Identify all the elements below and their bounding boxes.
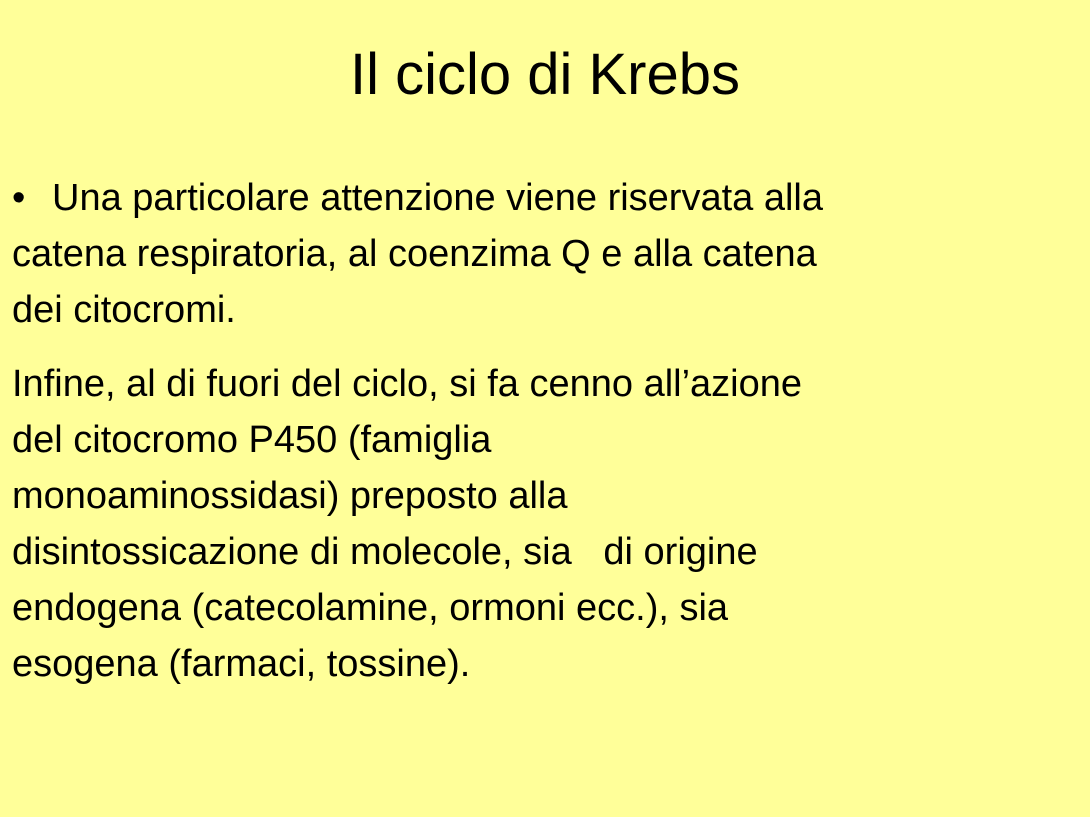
plain-paragraph-line-5: endogena (catecolamine, ormoni ecc.), sia <box>12 587 729 629</box>
plain-paragraph <box>12 356 802 692</box>
bullet-paragraph-line-3: dei citocromi. <box>12 289 236 331</box>
bullet-paragraph-line-1 <box>12 170 823 226</box>
plain-paragraph-line-2: del citocromo P450 (famiglia <box>12 419 492 461</box>
plain-paragraph-line-1: Infine, al di fuori del ciclo, si fa cenno all’azione <box>12 363 803 405</box>
bullet-paragraph-line-2: catena respiratoria, al coenzima Q e alla catena <box>12 233 817 275</box>
bullet-icon: • <box>12 177 26 219</box>
slide-title: Il ciclo di Krebs <box>349 42 741 107</box>
plain-paragraph-line-6: esogena (farmaci, tossine). <box>12 643 471 685</box>
bullet-paragraph-line-1-text: Una particolare attenzione viene riservata alla <box>52 177 823 219</box>
plain-paragraph-line-3: monoaminossidasi) preposto alla <box>12 475 568 517</box>
plain-paragraph-line-4: disintossicazione di molecole, sia di origine <box>12 531 758 573</box>
bullet-paragraph <box>12 170 823 338</box>
